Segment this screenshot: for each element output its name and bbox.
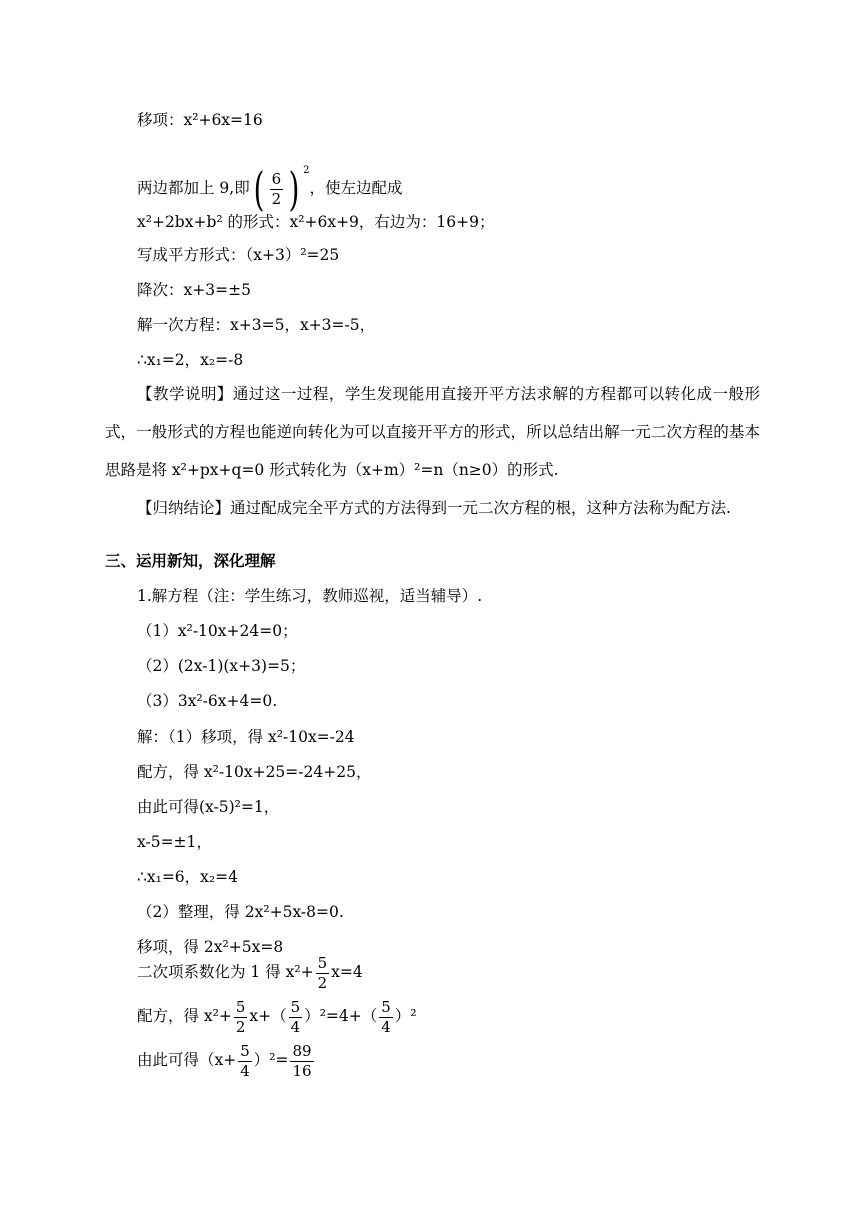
- line-transpose: 移项：x²+6x=16: [137, 111, 263, 129]
- numerator: 6: [271, 169, 282, 188]
- line-form: x²+2bx+b² 的形式：x²+6x+9，右边为：16+9；: [137, 213, 495, 231]
- line-add-nine: [137, 146, 403, 216]
- exercise-2: （2）(2x-1)(x+3)=5；: [137, 657, 306, 675]
- solution-1-line-2: 配方，得 x²-10x+25=-24+25，: [137, 763, 372, 781]
- exponent: 2: [303, 165, 310, 176]
- solution-1-line-4: x-5=±1，: [137, 833, 212, 851]
- fraction: [290, 1042, 313, 1081]
- line-roots-1: ∴x₁=2，x₂=-8: [137, 351, 244, 369]
- solution-2-line-3: [137, 952, 363, 992]
- solution-2-line-5: [137, 1040, 316, 1080]
- solution-1-roots: ∴x₁=6，x₂=4: [137, 868, 238, 886]
- text: ）²: [394, 1007, 417, 1025]
- solution-2-line-4: [137, 996, 417, 1036]
- fraction: [379, 998, 393, 1037]
- solution-2-line-1: （2）整理，得 2x²+5x-8=0.: [137, 903, 344, 921]
- line-linear: 解一次方程：x+3=5，x+3=-5，: [137, 316, 376, 334]
- numerator: 89: [292, 1041, 312, 1060]
- section-heading: 三、运用新知，深化理解: [105, 551, 276, 570]
- text: x=4: [331, 963, 363, 981]
- numerator: 5: [381, 997, 391, 1016]
- fraction: [238, 1042, 252, 1081]
- denominator: 2: [271, 189, 282, 208]
- text: 由此可得（x+: [137, 1051, 237, 1069]
- text: 配方，得 x²+: [137, 1007, 232, 1025]
- conclusion-note: 【归纳结论】通过配成完全平方式的方法得到一元二次方程的根，这种方法称为配方法.: [137, 499, 731, 517]
- fraction: [234, 998, 248, 1037]
- right-paren: ): [288, 162, 300, 216]
- text: ）²=4+（: [304, 1007, 378, 1025]
- text: x+（: [249, 1007, 287, 1025]
- denominator: 2: [317, 973, 328, 992]
- line-reduce: 降次：x+3=±5: [137, 281, 251, 299]
- numerator: 5: [317, 953, 328, 972]
- fraction: [270, 170, 284, 209]
- denominator: 4: [290, 1017, 301, 1036]
- fraction: [316, 954, 330, 993]
- denominator: 16: [292, 1061, 312, 1080]
- denominator: 2: [235, 1017, 246, 1036]
- text: 两边都加上 9,即: [137, 179, 250, 197]
- numerator: 5: [240, 1041, 250, 1060]
- numerator: 5: [235, 997, 246, 1016]
- exercise-1: （1）x²-10x+24=0；: [137, 622, 298, 640]
- denominator: 4: [240, 1061, 250, 1080]
- exercise-3: （3）3x²-6x+4=0.: [137, 692, 278, 710]
- solution-1-line-1: 解：（1）移项，得 x²-10x=-24: [137, 728, 355, 746]
- denominator: 4: [381, 1017, 391, 1036]
- text: ，使左边配成: [309, 179, 403, 197]
- solution-2-line-2: 移项，得 2x²+5x=8: [137, 938, 284, 956]
- line-square-form: 写成平方形式：（x+3）²=25: [137, 246, 340, 264]
- exercise-intro: 1.解方程（注：学生练习，教师巡视，适当辅导）.: [137, 587, 483, 605]
- teaching-note: 【教学说明】通过这一过程，学生发现能用直接开平方法求解的方程都可以转化成一般形式，一般形式的方程也能逆向转化为可以直接开平方的形式，所以总结出解一元二次方程的基本思路是将 x²+px+q=0 形式转化为（x+m）²=n（n≥0）的形式.: [105, 385, 760, 479]
- solution-1-line-3: 由此可得(x-5)²=1，: [137, 798, 280, 816]
- numerator: 5: [290, 997, 301, 1016]
- left-paren: (: [253, 162, 265, 216]
- text: ）²=: [253, 1051, 289, 1069]
- text: 二次项系数化为 1 得 x²+: [137, 963, 314, 981]
- fraction: [289, 998, 303, 1037]
